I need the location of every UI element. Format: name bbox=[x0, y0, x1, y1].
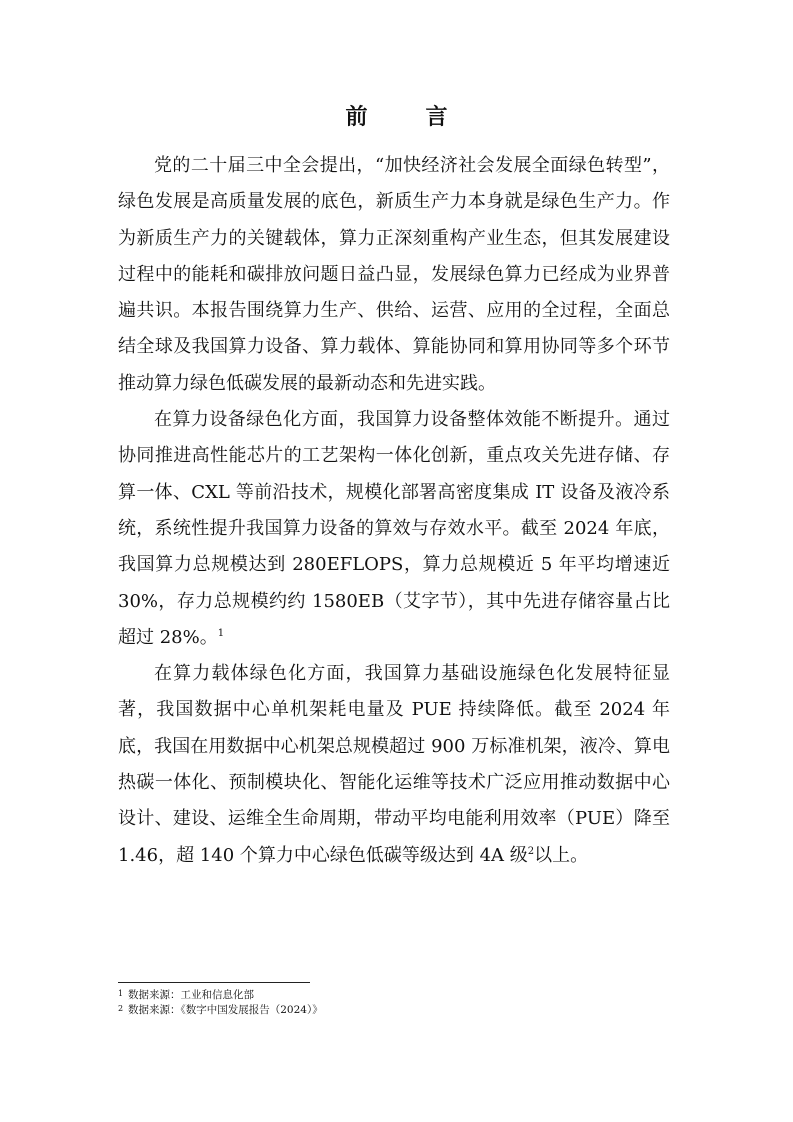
footnote-ref: 1 bbox=[217, 627, 225, 639]
footnote-number: 2 bbox=[118, 1004, 124, 1013]
footnote bbox=[118, 1003, 678, 1018]
footnote bbox=[118, 988, 678, 1003]
paragraph-text: 在算力设备绿色化方面，我国算力设备整体效能不断提升。通过协同推进高性能芯片的工艺架构一体化创新，重点攻关先进存储、存算一体、CXL 等前沿技术，规模化部署高密度集成 IT 设备及液冷系统，系统性提升我国算力设备的算效与存效水平。截至 2024 年底，我国算力总规模达到 280EFLOPS，算力总规模近 5 年平均增速近 30%，存力总规模约约 1580EB（艾字节），其中先进存储容量占比超过 28%。 bbox=[118, 409, 670, 648]
footnote-separator bbox=[118, 982, 310, 983]
footnote-number: 1 bbox=[118, 989, 124, 998]
paragraph-text: 在算力载体绿色化方面，我国算力基础设施绿色化发展特征显著，我国数据中心单机架耗电量及 PUE 持续降低。截至 2024 年底，我国在用数据中心机架总规模超过 900 万标准机架，液冷、算电热碳一体化、预制模块化、智能化运维等技术广泛应用推动数据中心设计、建设、运维全生命周期，带动平均电能利用效率（PUE）降至 1.46，超 140 个算力中心绿色低碳等级达到 4A 级 bbox=[118, 663, 670, 866]
paragraph-text: 党的二十届三中全会提出，“加快经济社会发展全面绿色转型”，绿色发展是高质量发展的底色，新质生产力本身就是绿色生产力。作为新质生产力的关键载体，算力正深刻重构产业生态，但其发展建设过程中的能耗和碳排放问题日益凸显，发展绿色算力已经成为业界普遍共识。本报告围绕算力生产、供给、运营、应用的全过程，全面总结全球及我国算力设备、算力载体、算能协同和算用协同等多个环节推动算力绿色低碳发展的最新动态和先进实践。 bbox=[118, 155, 670, 394]
footnotes bbox=[118, 988, 678, 1018]
paragraph bbox=[118, 148, 670, 402]
page-title: 前 言 bbox=[345, 104, 466, 130]
paragraph bbox=[118, 656, 670, 874]
footnote-text: 数据来源：工业和信息化部 bbox=[128, 989, 254, 1001]
paragraph bbox=[118, 402, 670, 656]
body-text bbox=[118, 148, 670, 874]
footnote-text: 数据来源：《数字中国发展报告（2024）》 bbox=[128, 1004, 323, 1016]
paragraph-tail: 以上。 bbox=[534, 844, 589, 866]
footnote-ref: 2 bbox=[527, 845, 535, 857]
